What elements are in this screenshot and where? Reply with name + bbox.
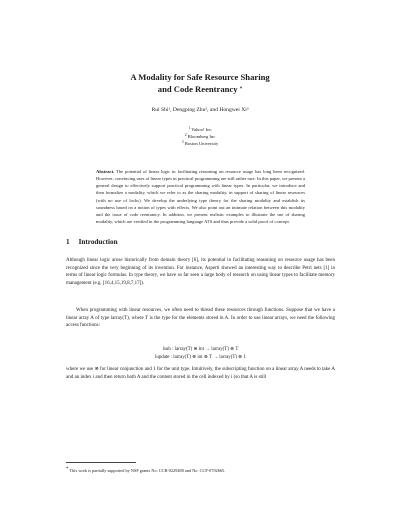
paragraph-2: When programming with linear resources, we often need to thread these resources through functions. Suppose that we have a linear array A of type larray(T), where T is the type for the elements stored in A. In order to use linear arrays, we need the following access functions: — [66, 308, 335, 328]
footnote-text: This work is partially supported by NSF grants No. CCR-0229480 and No. CCF-0702665. — [69, 468, 226, 473]
title-line-2 — [50, 83, 350, 96]
affiliation-3 — [150, 140, 250, 147]
affiliation-2-name: Bloomberg Inc — [187, 134, 216, 139]
paper-title — [50, 71, 350, 96]
footnote — [66, 466, 335, 474]
paragraph-1: Although linear logic arose historically from domain theory [6], its potential in facilitating reasoning on resource usage has been recognized since the very beginning of its invention. For instance, Asperti showed an interesting way to describe Petri nets [1] in terms of linear logic formulas. In type theory, we have so far seen a large body of research on using linear types to facilitate memory management (e.g. [16,4,15,19,8,7,17]). — [66, 258, 335, 286]
abstract-label: Abstract. — [96, 169, 115, 174]
affiliation-2-mark: 2 — [184, 133, 187, 137]
affiliation-3-mark: 3 — [181, 140, 184, 144]
title-footnote-mark: * — [239, 87, 243, 92]
abstract-text: The potential of linear logic in facilitating reasoning on resource usage has long been recognized. However, convincing uses of linear types in practical programming are still rather rare. In this paper, we present a general design to effectively support practical programming with linear types. In particular, we introduce and then formalize a modality, which we refer to as the sharing modality, in support of sharing of linear resources (with no use of locks). We develop the underlying type theory for the sharing modality and establish its soundness based on a notion of types with effects. We also point out an intimate relation between this modality and the issue of code reentrancy. In addition, we present realistic examples to illustrate the use of sharing modality, which are verified in the programming language ATS and thus provide a solid proof of concept. — [96, 169, 305, 225]
paragraph-3: where we use ⊗ for linear conjunction and 1 for the unit type. Intuitively, the subscripting function on a linear array A needs to take A and an index i and then return both A and the content stored in the cell indexed by i (so that A is still — [66, 367, 335, 380]
author-list: Rui Shi¹, Dengping Zhu², and Hongwei Xi³ — [151, 107, 249, 113]
section-number: 1 — [66, 238, 70, 246]
title-line-2-text: and Code Reentrancy — [157, 84, 238, 94]
section-title: Introduction — [78, 238, 118, 246]
footnote-rule — [66, 462, 136, 463]
affiliation-1 — [150, 126, 250, 133]
formula-lupdate: lupdate : larray(T) ⊗ int ⊗ T → larray(T) ⊗ 1 — [155, 355, 246, 360]
affiliation-2 — [150, 133, 250, 140]
affiliation-3-name: Boston University — [184, 141, 219, 146]
footnote-mark: * — [66, 467, 69, 472]
formula-lsub: lsub : larray(T) ⊗ int → larray(T) ⊗ T — [162, 347, 239, 352]
affiliation-1-name: Yahoo! Inc — [191, 127, 212, 132]
abstract — [96, 168, 305, 225]
title-line-1: A Modality for Safe Resource Sharing — [130, 72, 270, 82]
section-heading — [66, 238, 118, 246]
affiliation-1-mark: 1 — [188, 126, 191, 130]
